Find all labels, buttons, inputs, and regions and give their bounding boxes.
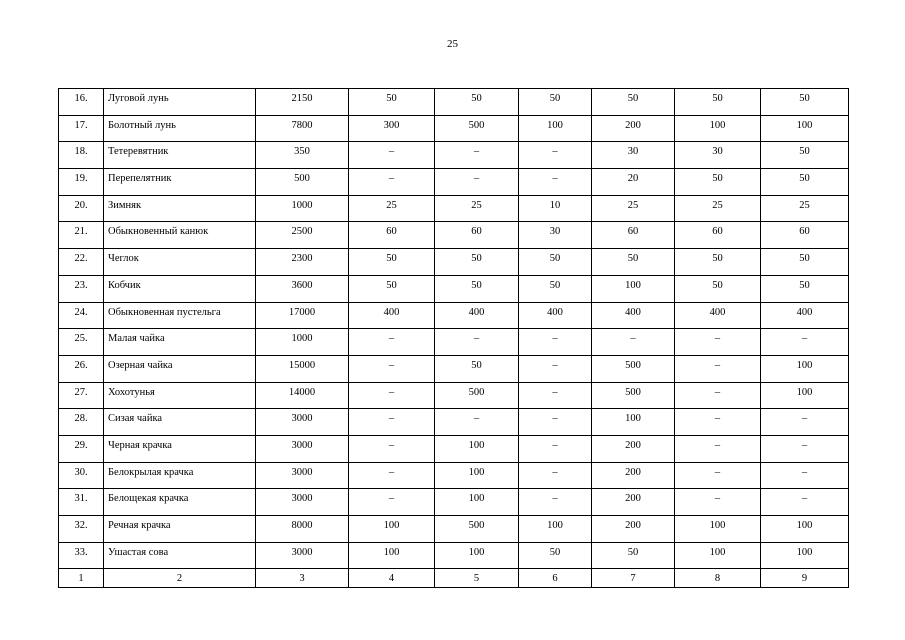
species-name-cell: Обыкновенная пустельга (104, 302, 256, 329)
value-cell-col-3: 3000 (256, 489, 349, 516)
value-cell-col-4: – (349, 169, 435, 196)
species-name-cell: Зимняк (104, 195, 256, 222)
column-number-cell: 1 (59, 569, 104, 588)
value-cell-col-5: 100 (435, 462, 519, 489)
row-number-cell: 33. (59, 542, 104, 569)
table-row (59, 142, 849, 169)
value-cell-col-3: 350 (256, 142, 349, 169)
value-cell-col-3: 3000 (256, 435, 349, 462)
species-name-cell: Хохотунья (104, 382, 256, 409)
row-number-cell: 21. (59, 222, 104, 249)
value-cell-col-9: 50 (761, 89, 849, 116)
value-cell-col-4: 100 (349, 516, 435, 543)
value-cell-col-5: 100 (435, 489, 519, 516)
species-name-cell: Перепелятник (104, 169, 256, 196)
value-cell-col-9: 50 (761, 169, 849, 196)
value-cell-col-6: 50 (519, 275, 592, 302)
value-cell-col-5: 400 (435, 302, 519, 329)
value-cell-col-6: 100 (519, 516, 592, 543)
value-cell-col-7: 400 (592, 302, 675, 329)
row-number-cell: 24. (59, 302, 104, 329)
value-cell-col-9: 100 (761, 382, 849, 409)
table-row (59, 382, 849, 409)
value-cell-col-9: 100 (761, 115, 849, 142)
value-cell-col-7: 200 (592, 516, 675, 543)
species-name-cell: Обыкновенный канюк (104, 222, 256, 249)
value-cell-col-6: 400 (519, 302, 592, 329)
value-cell-col-9: – (761, 489, 849, 516)
value-cell-col-3: 2150 (256, 89, 349, 116)
value-cell-col-8: 100 (675, 516, 761, 543)
value-cell-col-7: – (592, 329, 675, 356)
value-cell-col-3: 2300 (256, 249, 349, 276)
column-number-cell: 4 (349, 569, 435, 588)
species-name-cell: Кобчик (104, 275, 256, 302)
value-cell-col-8: – (675, 435, 761, 462)
value-cell-col-8: 100 (675, 542, 761, 569)
page-number: 25 (447, 38, 458, 50)
value-cell-col-6: – (519, 382, 592, 409)
value-cell-col-6: 10 (519, 195, 592, 222)
row-number-cell: 26. (59, 355, 104, 382)
value-cell-col-6: – (519, 462, 592, 489)
value-cell-col-9: 100 (761, 355, 849, 382)
row-number-cell: 25. (59, 329, 104, 356)
value-cell-col-5: 50 (435, 275, 519, 302)
value-cell-col-4: – (349, 142, 435, 169)
value-cell-col-6: – (519, 355, 592, 382)
value-cell-col-8: 50 (675, 249, 761, 276)
table-row (59, 169, 849, 196)
value-cell-col-4: – (349, 382, 435, 409)
table-row (59, 89, 849, 116)
value-cell-col-7: 100 (592, 409, 675, 436)
value-cell-col-3: 3000 (256, 409, 349, 436)
value-cell-col-7: 20 (592, 169, 675, 196)
value-cell-col-6: – (519, 409, 592, 436)
value-cell-col-5: 50 (435, 89, 519, 116)
value-cell-col-7: 50 (592, 542, 675, 569)
species-table (58, 88, 849, 588)
value-cell-col-3: 3000 (256, 462, 349, 489)
value-cell-col-9: – (761, 462, 849, 489)
value-cell-col-6: – (519, 142, 592, 169)
value-cell-col-8: – (675, 489, 761, 516)
species-name-cell: Белокрылая крачка (104, 462, 256, 489)
value-cell-col-4: – (349, 355, 435, 382)
table-row (59, 435, 849, 462)
species-name-cell: Белощекая крачка (104, 489, 256, 516)
value-cell-col-5: – (435, 142, 519, 169)
value-cell-col-9: 60 (761, 222, 849, 249)
table-row (59, 489, 849, 516)
value-cell-col-7: 25 (592, 195, 675, 222)
value-cell-col-6: 100 (519, 115, 592, 142)
value-cell-col-3: 14000 (256, 382, 349, 409)
value-cell-col-8: – (675, 382, 761, 409)
value-cell-col-5: 50 (435, 355, 519, 382)
value-cell-col-4: 50 (349, 275, 435, 302)
species-name-cell: Тетеревятник (104, 142, 256, 169)
value-cell-col-7: 60 (592, 222, 675, 249)
value-cell-col-9: 25 (761, 195, 849, 222)
value-cell-col-5: 100 (435, 542, 519, 569)
value-cell-col-7: 500 (592, 382, 675, 409)
value-cell-col-6: – (519, 169, 592, 196)
value-cell-col-6: 50 (519, 89, 592, 116)
value-cell-col-4: 50 (349, 249, 435, 276)
column-number-cell: 9 (761, 569, 849, 588)
value-cell-col-3: 1000 (256, 329, 349, 356)
value-cell-col-9: 100 (761, 516, 849, 543)
value-cell-col-7: 500 (592, 355, 675, 382)
value-cell-col-6: – (519, 329, 592, 356)
value-cell-col-6: 30 (519, 222, 592, 249)
value-cell-col-4: 300 (349, 115, 435, 142)
column-number-cell: 7 (592, 569, 675, 588)
column-number-cell: 6 (519, 569, 592, 588)
species-name-cell: Сизая чайка (104, 409, 256, 436)
value-cell-col-8: 400 (675, 302, 761, 329)
value-cell-col-6: 50 (519, 249, 592, 276)
value-cell-col-4: – (349, 462, 435, 489)
value-cell-col-3: 17000 (256, 302, 349, 329)
row-number-cell: 19. (59, 169, 104, 196)
column-number-cell: 2 (104, 569, 256, 588)
value-cell-col-8: – (675, 462, 761, 489)
value-cell-col-7: 200 (592, 462, 675, 489)
species-name-cell: Чеглок (104, 249, 256, 276)
value-cell-col-5: – (435, 329, 519, 356)
species-name-cell: Луговой лунь (104, 89, 256, 116)
row-number-cell: 29. (59, 435, 104, 462)
value-cell-col-5: – (435, 409, 519, 436)
value-cell-col-3: 500 (256, 169, 349, 196)
table-row (59, 249, 849, 276)
value-cell-col-8: 30 (675, 142, 761, 169)
value-cell-col-9: – (761, 435, 849, 462)
value-cell-col-6: – (519, 435, 592, 462)
table-row (59, 516, 849, 543)
row-number-cell: 18. (59, 142, 104, 169)
value-cell-col-5: 500 (435, 382, 519, 409)
value-cell-col-3: 15000 (256, 355, 349, 382)
value-cell-col-9: 50 (761, 142, 849, 169)
table-row (59, 115, 849, 142)
species-name-cell: Болотный лунь (104, 115, 256, 142)
value-cell-col-8: – (675, 355, 761, 382)
value-cell-col-4: 25 (349, 195, 435, 222)
value-cell-col-3: 3000 (256, 542, 349, 569)
value-cell-col-4: – (349, 329, 435, 356)
value-cell-col-6: – (519, 489, 592, 516)
row-number-cell: 32. (59, 516, 104, 543)
value-cell-col-7: 50 (592, 89, 675, 116)
value-cell-col-9: 50 (761, 275, 849, 302)
value-cell-col-3: 7800 (256, 115, 349, 142)
value-cell-col-4: 400 (349, 302, 435, 329)
row-number-cell: 22. (59, 249, 104, 276)
value-cell-col-9: – (761, 329, 849, 356)
value-cell-col-5: 25 (435, 195, 519, 222)
column-number-cell: 5 (435, 569, 519, 588)
table-body (59, 89, 849, 588)
value-cell-col-4: 100 (349, 542, 435, 569)
value-cell-col-4: – (349, 409, 435, 436)
value-cell-col-4: 50 (349, 89, 435, 116)
value-cell-col-6: 50 (519, 542, 592, 569)
value-cell-col-8: – (675, 409, 761, 436)
value-cell-col-8: 25 (675, 195, 761, 222)
species-name-cell: Ушастая сова (104, 542, 256, 569)
value-cell-col-7: 50 (592, 249, 675, 276)
column-number-cell: 3 (256, 569, 349, 588)
species-name-cell: Малая чайка (104, 329, 256, 356)
value-cell-col-5: 50 (435, 249, 519, 276)
value-cell-col-8: 60 (675, 222, 761, 249)
table-row (59, 462, 849, 489)
value-cell-col-7: 200 (592, 435, 675, 462)
value-cell-col-3: 2500 (256, 222, 349, 249)
table-row (59, 409, 849, 436)
value-cell-col-7: 30 (592, 142, 675, 169)
table-row (59, 329, 849, 356)
value-cell-col-5: – (435, 169, 519, 196)
column-number-cell: 8 (675, 569, 761, 588)
table-row (59, 302, 849, 329)
value-cell-col-8: 50 (675, 275, 761, 302)
value-cell-col-8: 50 (675, 89, 761, 116)
species-name-cell: Речная крачка (104, 516, 256, 543)
species-name-cell: Черная крачка (104, 435, 256, 462)
value-cell-col-3: 8000 (256, 516, 349, 543)
row-number-cell: 27. (59, 382, 104, 409)
value-cell-col-3: 1000 (256, 195, 349, 222)
table-row (59, 195, 849, 222)
value-cell-col-4: 60 (349, 222, 435, 249)
value-cell-col-5: 60 (435, 222, 519, 249)
species-name-cell: Озерная чайка (104, 355, 256, 382)
row-number-cell: 30. (59, 462, 104, 489)
row-number-cell: 31. (59, 489, 104, 516)
value-cell-col-7: 200 (592, 489, 675, 516)
row-number-cell: 16. (59, 89, 104, 116)
value-cell-col-9: – (761, 409, 849, 436)
table-row (59, 275, 849, 302)
table-row (59, 355, 849, 382)
value-cell-col-9: 50 (761, 249, 849, 276)
value-cell-col-9: 100 (761, 542, 849, 569)
value-cell-col-7: 100 (592, 275, 675, 302)
value-cell-col-5: 500 (435, 115, 519, 142)
row-number-cell: 28. (59, 409, 104, 436)
row-number-cell: 17. (59, 115, 104, 142)
value-cell-col-4: – (349, 435, 435, 462)
value-cell-col-8: 100 (675, 115, 761, 142)
table-row (59, 222, 849, 249)
value-cell-col-9: 400 (761, 302, 849, 329)
value-cell-col-4: – (349, 489, 435, 516)
value-cell-col-8: – (675, 329, 761, 356)
value-cell-col-3: 3600 (256, 275, 349, 302)
row-number-cell: 23. (59, 275, 104, 302)
value-cell-col-7: 200 (592, 115, 675, 142)
value-cell-col-5: 500 (435, 516, 519, 543)
value-cell-col-8: 50 (675, 169, 761, 196)
table-row (59, 542, 849, 569)
row-number-cell: 20. (59, 195, 104, 222)
column-number-row (59, 569, 849, 588)
value-cell-col-5: 100 (435, 435, 519, 462)
